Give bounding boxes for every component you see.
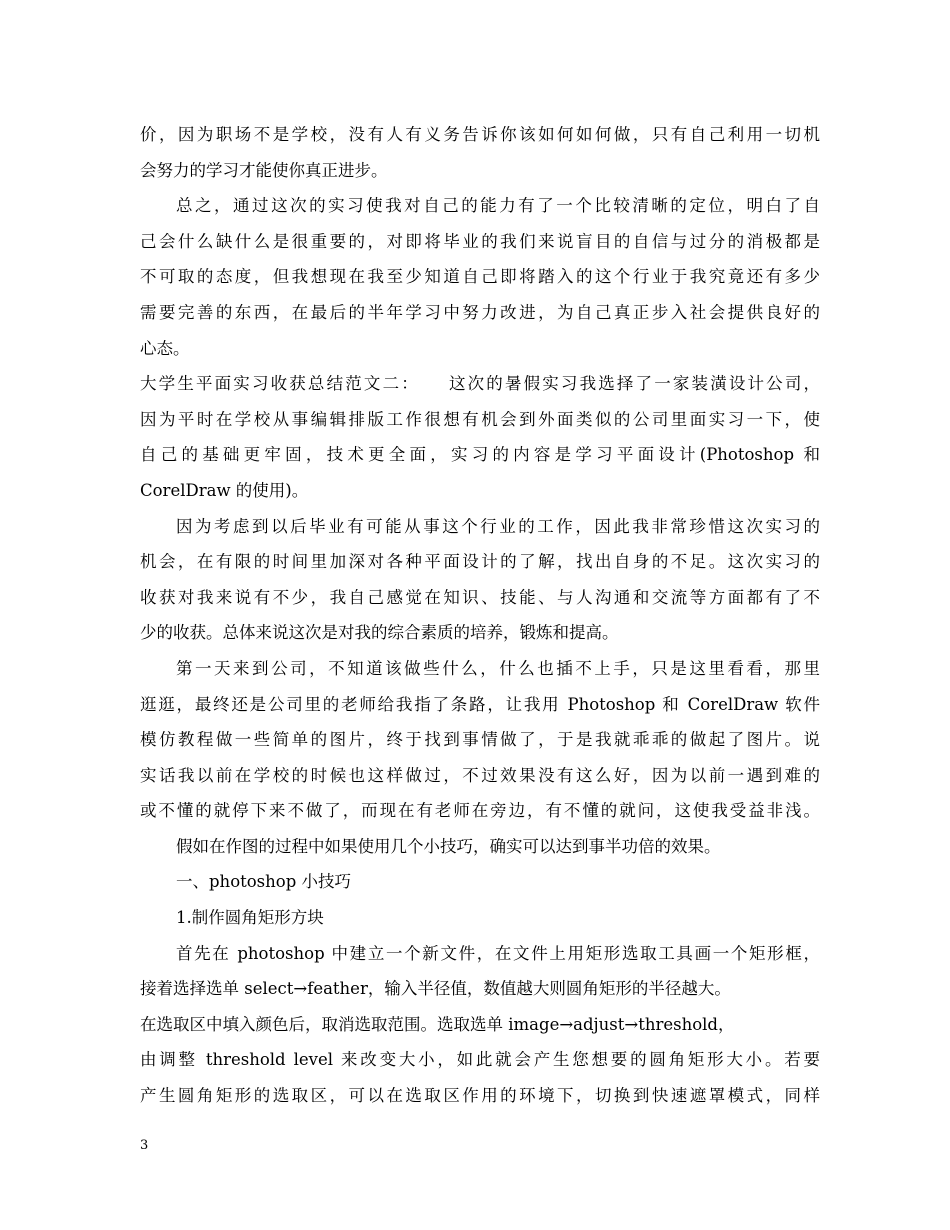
text-line: 机会，在有限的时间里加深对各种平面设计的了解，找出自身的不足。这次实习的 bbox=[140, 552, 820, 572]
text-line: 需要完善的东西，在最后的半年学习中努力改进，为自己真正步入社会提供良好的 bbox=[140, 302, 820, 322]
paragraph-first-line: 第一天来到公司，不知道该做些什么，什么也插不上手，只是这里看看，那里 bbox=[176, 658, 820, 678]
text-line: 接着选择选单 select→feather，输入半径值，数值越大则圆角矩形的半径越大。 bbox=[140, 979, 731, 999]
section-heading-line: 大学生平面实习收获总结范文二： 这次的暑假实习我选择了一家装潢设计公司， bbox=[140, 374, 820, 394]
text-line: 价，因为职场不是学校，没有人有义务告诉你该如何如何做，只有自己利用一切机 bbox=[140, 125, 820, 144]
text-line: 或不懂的就停下来不做了，而现在有老师在旁边，有不懂的就问，这使我受益非浅。 bbox=[140, 801, 820, 821]
document-body bbox=[140, 117, 820, 1114]
paragraph-first-line: 假如在作图的过程中如果使用几个小技巧，确实可以达到事半功倍的效果。 bbox=[176, 836, 721, 856]
paragraph-first-line: 因为考虑到以后毕业有可能从事这个行业的工作，因此我非常珍惜这次实习的 bbox=[176, 516, 820, 536]
text-line: 模仿教程做一些简单的图片，终于找到事情做了，于是我就乖乖的做起了图片。说 bbox=[140, 730, 820, 750]
text-line: 因为平时在学校从事编辑排版工作很想有机会到外面类似的公司里面实习一下，使 bbox=[140, 409, 820, 429]
text-line: 己会什么缺什么是很重要的，对即将毕业的我们来说盲目的自信与过分的消极都是 bbox=[140, 231, 820, 251]
text-line: CorelDraw 的使用)。 bbox=[140, 480, 309, 500]
text-line: 产生圆角矩形的选取区，可以在选取区作用的环境下，切换到快速遮罩模式，同样 bbox=[140, 1086, 820, 1106]
page-number: 3 bbox=[140, 1138, 149, 1153]
subheading: 1.制作圆角矩形方块 bbox=[176, 908, 324, 928]
text-line: 在选取区中填入颜色后，取消选取范围。选取选单 image→adjust→threshold， bbox=[140, 1014, 735, 1034]
subheading: 一、photoshop 小技巧 bbox=[176, 872, 352, 892]
text-line: 逛逛，最终还是公司里的老师给我指了条路，让我用 Photoshop 和 CorelDraw 软件 bbox=[140, 694, 820, 714]
text-line: 实话我以前在学校的时候也这样做过，不过效果没有这么好，因为以前一遇到难的 bbox=[140, 765, 820, 785]
paragraph-first-line: 总之，通过这次的实习使我对自己的能力有了一个比较清晰的定位，明白了自 bbox=[176, 196, 820, 216]
text-line: 收获对我来说有不少，我自己感觉在知识、技能、与人沟通和交流等方面都有了不 bbox=[140, 587, 820, 607]
text-line: 少的收获。总体来说这次是对我的综合素质的培养，锻炼和提高。 bbox=[140, 623, 619, 643]
text-line: 由调整 threshold level 来改变大小，如此就会产生您想要的圆角矩形大小。若要 bbox=[140, 1050, 820, 1070]
text-line: 会努力的学习才能使你真正进步。 bbox=[140, 160, 388, 180]
paragraph-first-line: 首先在 photoshop 中建立一个新文件，在文件上用矩形选取工具画一个矩形框， bbox=[176, 943, 820, 963]
text-line: 自己的基础更牢固，技术更全面，实习的内容是学习平面设计(Photoshop 和 bbox=[140, 445, 820, 465]
text-line: 心态。 bbox=[140, 338, 190, 358]
text-line: 不可取的态度，但我想现在我至少知道自己即将踏入的这个行业于我究竟还有多少 bbox=[140, 267, 820, 287]
